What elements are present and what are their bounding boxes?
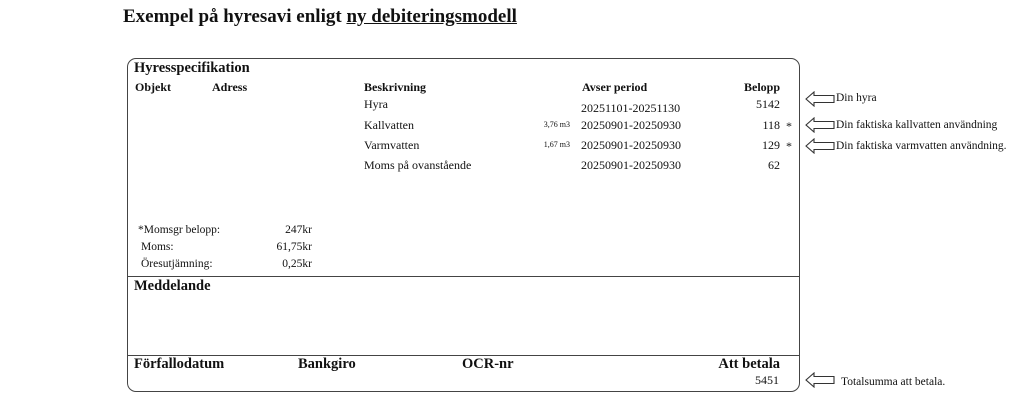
message-title: Meddelande: [134, 278, 211, 294]
footer-to-pay: Att betala: [718, 356, 780, 372]
row-amount: 62: [768, 158, 780, 172]
vat-value: 247kr: [285, 224, 312, 236]
row-description: Kallvatten: [364, 118, 414, 132]
row-period: 20250901-20250930: [581, 158, 681, 172]
row-quantity: 3,76 m3: [543, 120, 570, 129]
arrow-left-icon: [805, 372, 835, 388]
vat-label: Öresutjämning:: [141, 258, 213, 270]
divider-spec-message: [128, 276, 799, 277]
row-description: Varmvatten: [364, 138, 420, 152]
col-belopp: Belopp: [744, 80, 781, 94]
spec-title: Hyresspecifikation: [134, 60, 250, 76]
col-period: Avser period: [582, 80, 648, 94]
row-marker: *: [786, 139, 792, 153]
vat-label: *Momsgr belopp:: [138, 224, 221, 236]
row-amount: 5142: [756, 97, 780, 111]
row-period: 20251101-20251130: [581, 101, 681, 115]
row-amount: 129: [762, 138, 780, 152]
vat-value: 61,75kr: [276, 241, 312, 253]
annotation-total: Totalsumma att betala.: [841, 376, 946, 388]
row-amount: 118: [762, 118, 780, 132]
col-objekt: Objekt: [135, 80, 171, 94]
arrow-left-icon: [805, 91, 835, 107]
row-description: Hyra: [364, 97, 388, 111]
footer-ocr: OCR-nr: [462, 356, 514, 372]
heading-prefix: Exempel på hyresavi enligt: [123, 6, 347, 27]
footer-due-date: Förfallodatum: [134, 356, 225, 372]
row-period: 20250901-20250930: [581, 138, 681, 152]
arrow-left-icon: [805, 117, 835, 133]
row-quantity: 1,67 m3: [543, 140, 570, 149]
col-adress: Adress: [212, 80, 248, 94]
vat-label: Moms:: [141, 241, 174, 253]
page-heading: [123, 6, 517, 28]
row-description: Moms på ovanstående: [364, 158, 472, 172]
footer-bankgiro: Bankgiro: [298, 356, 356, 372]
annotation-hot-water: Din faktiska varmvatten användning.: [836, 140, 1007, 152]
annotation-cold-water: Din faktiska kallvatten användning: [836, 119, 998, 131]
col-beskrivning: Beskrivning: [364, 80, 427, 94]
invoice-box: [127, 58, 800, 392]
footer-total: 5451: [755, 373, 779, 387]
vat-value: 0,25kr: [282, 258, 312, 270]
arrow-left-icon: [805, 138, 835, 154]
row-marker: *: [786, 119, 792, 133]
row-period: 20250901-20250930: [581, 118, 681, 132]
heading-underlined: ny debiteringsmodell: [346, 6, 517, 27]
annotation-rent: Din hyra: [836, 92, 877, 104]
